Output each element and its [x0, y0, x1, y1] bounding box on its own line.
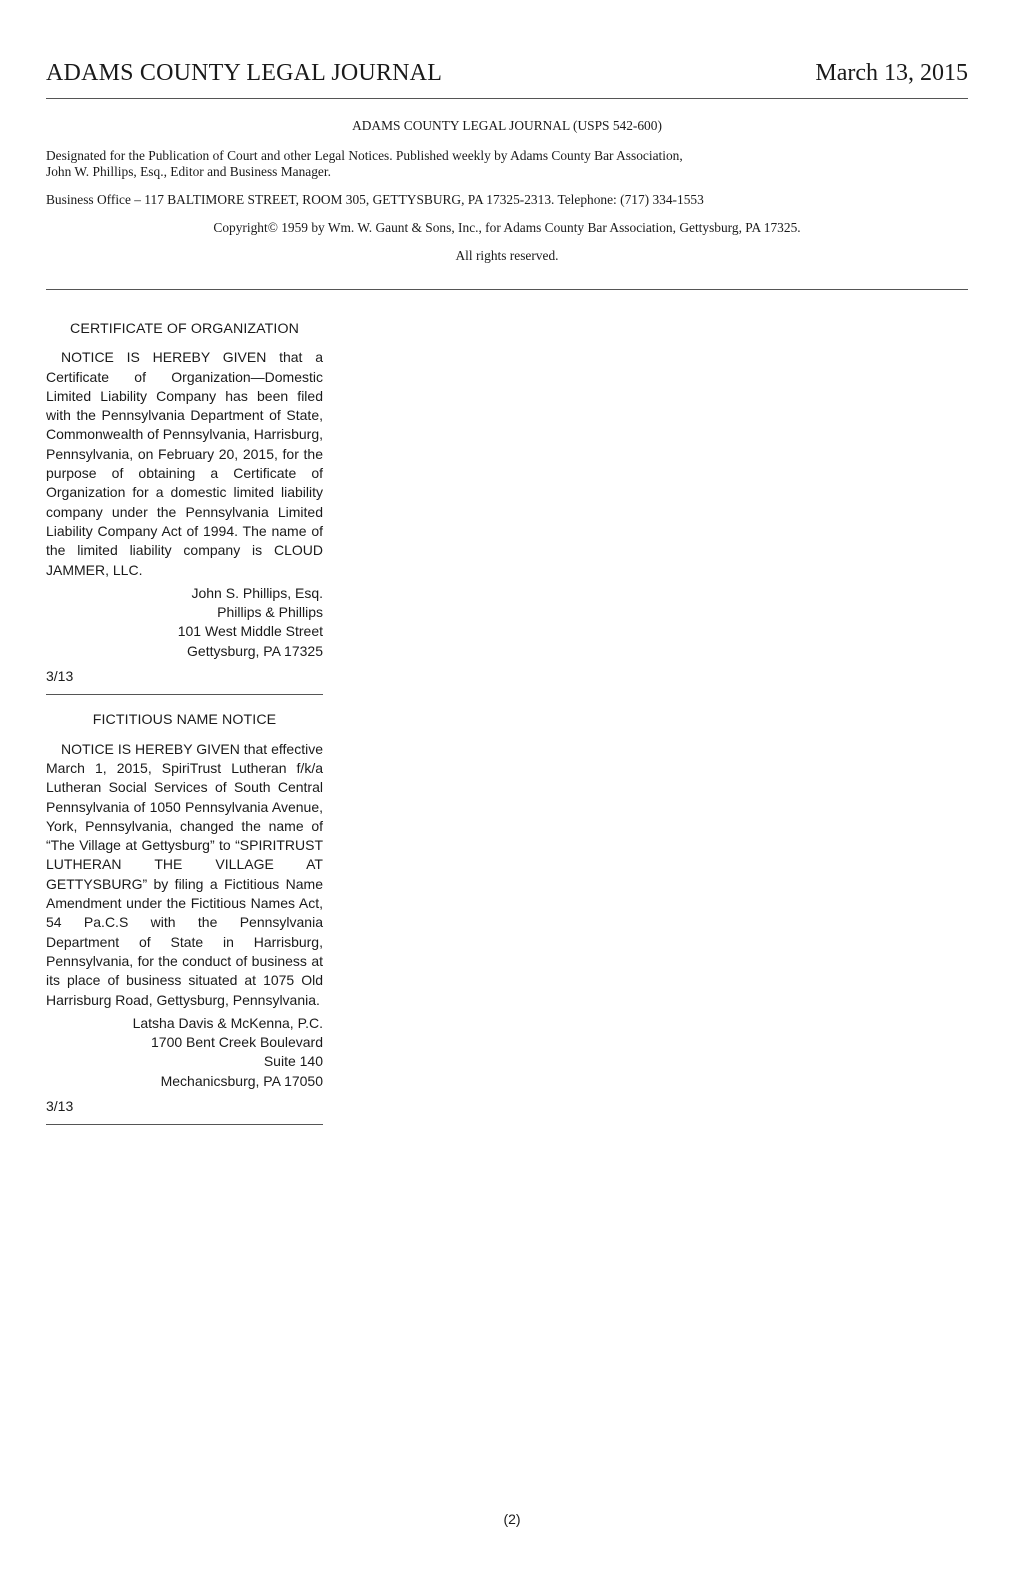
notices-column — [46, 320, 323, 1141]
signature-line: Mechanicsburg, PA 17050 — [160, 1072, 323, 1089]
masthead — [46, 58, 968, 99]
usps-line: ADAMS COUNTY LEGAL JOURNAL (USPS 542-600) — [352, 118, 662, 133]
business-office: Business Office – 117 BALTIMORE STREET, ROOM 305, GETTYSBURG, PA 17325-2313. Telephone: (717) 334-1553 — [46, 192, 704, 207]
rights-line: All rights reserved. — [455, 248, 559, 263]
signature-line: Phillips & Phillips — [217, 604, 323, 621]
notice-fictitious-name — [46, 711, 323, 1125]
signature-line: Gettysburg, PA 17325 — [187, 642, 323, 659]
publication-info — [46, 118, 968, 264]
signature-line: Latsha Davis & McKenna, P.C. — [132, 1014, 323, 1031]
notice-certificate-of-organization — [46, 320, 323, 695]
page-number: (2) — [503, 1511, 521, 1527]
notice-body: NOTICE IS HEREBY GIVEN that effective March 1, 2015, SpiriTrust Lutheran f/k/a Lutheran Social Services of South Central Pennsylvania of 1050 Pennsylvania Avenue, York, Pennsylvania, changed the name of “The Village at Gettysburg” to “SPIRITRUST LUTHERAN THE VILLAGE AT GETTYSBURG” by filing a Fictitious Name Amendment under the Fictitious Names Act, 54 Pa.C.S with the Pennsylvania Department of State in Harrisburg, Pennsylvania, for the conduct of business at its place of business situated at 1075 Old Harrisburg Road, Gettysburg, Pennsylvania. — [46, 740, 323, 1008]
copyright-line: Copyright© 1959 by Wm. W. Gaunt & Sons, Inc., for Adams County Bar Association, Gettysburg, PA 17325. — [213, 220, 801, 235]
signature-line: John S. Phillips, Esq. — [191, 584, 323, 601]
designated-statement — [46, 148, 968, 180]
divider — [46, 1124, 323, 1125]
notice-signature — [46, 584, 323, 661]
notice-body: NOTICE IS HEREBY GIVEN that a Certificate of Organization—Domestic Limited Liability Company has been filed with the Pennsylvania Department of State, Commonwealth of Pennsylvania, Harrisburg, Pennsylvania, on February 20, 2015, for the purpose of obtaining a Certificate of Organization for a domestic limited liability company under the Pennsylvania Limited Liability Company Act of 1994. The name of the limited liability company is CLOUD JAMMER, LLC. — [46, 349, 324, 578]
designated-line-2: John W. Phillips, Esq., Editor and Business Manager. — [46, 164, 331, 179]
signature-line: Suite 140 — [263, 1053, 323, 1070]
divider — [46, 289, 968, 290]
issue-date: March 13, 2015 — [815, 60, 968, 86]
divider — [46, 694, 323, 695]
notice-signature — [46, 1014, 323, 1091]
notice-heading: FICTITIOUS NAME NOTICE — [92, 712, 277, 729]
notice-dateline: 3/13 — [46, 668, 74, 685]
designated-line-1: Designated for the Publication of Court and other Legal Notices. Published weekly by Adams County Bar Association, — [46, 148, 683, 163]
notice-dateline: 3/13 — [46, 1097, 74, 1114]
journal-title: ADAMS COUNTY LEGAL JOURNAL — [46, 60, 443, 86]
signature-line: 101 West Middle Street — [177, 623, 323, 640]
notice-heading: CERTIFICATE OF ORGANIZATION — [70, 321, 299, 337]
signature-line: 1700 Bent Creek Boulevard — [151, 1034, 323, 1051]
